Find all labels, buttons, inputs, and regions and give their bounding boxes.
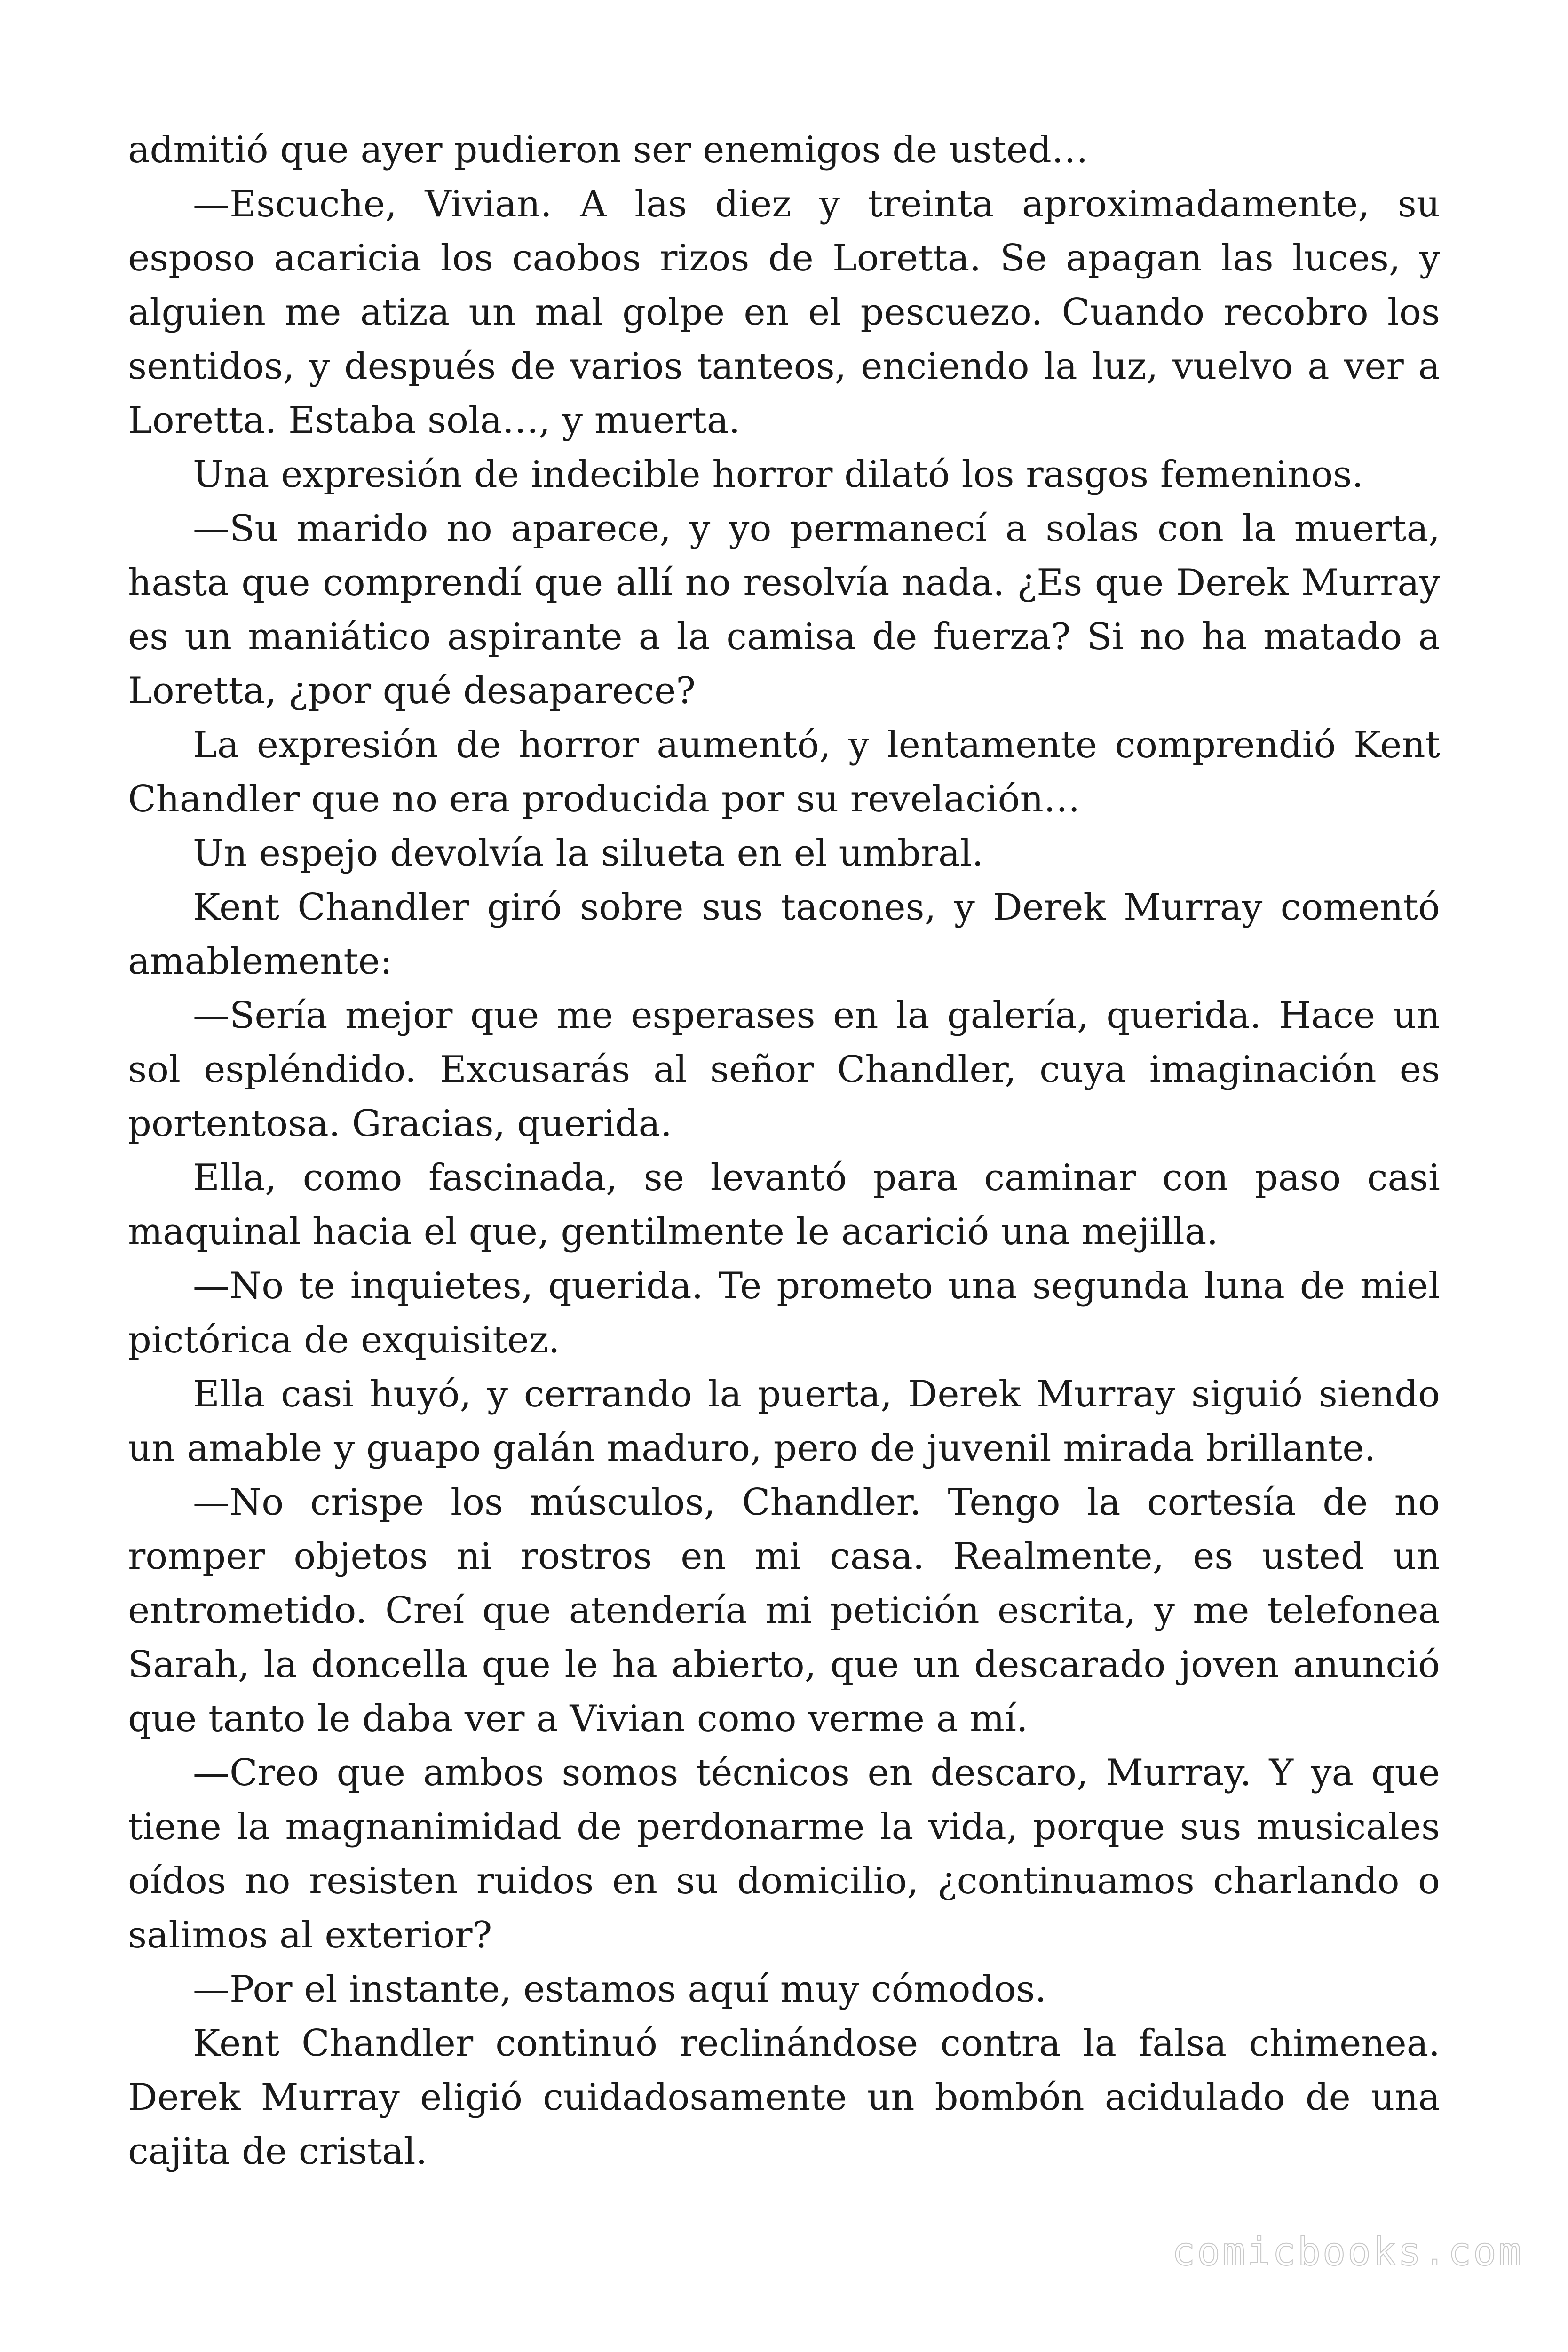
paragraph-8: —Sería mejor que me esperases en la galería, querida. Hace un sol espléndido. Excusarás al señor Chandler, cuya imaginación es portentosa. Gracias, querida. <box>128 994 1440 1145</box>
paragraph-9: Ella, como fascinada, se levantó para caminar con paso casi maquinal hacia el que, gentilmente le acarició una mejilla. <box>128 1157 1440 1253</box>
paragraph-10: —No te inquietes, querida. Te prometo una segunda luna de miel pictórica de exquisitez. <box>128 1265 1440 1361</box>
paragraph-15: Kent Chandler continuó reclinándose contra la falsa chimenea. Derek Murray eligió cuidadosamente un bombón acidulado de una cajita de cristal. <box>128 2022 1440 2173</box>
paragraph-7: Kent Chandler giró sobre sus tacones, y Derek Murray comentó amablemente: <box>128 886 1440 983</box>
paragraph-2: —Escuche, Vivian. A las diez y treinta aproximadamente, su esposo acaricia los caobos rizos de Loretta. Se apagan las luces, y alguien me atiza un mal golpe en el pescuezo. Cuando recobro los sentidos, y después de varios tanteos, enciendo la luz, vuelvo a ver a Loretta. Estaba sola…, y muerta. <box>128 183 1440 442</box>
page-body <box>128 123 1440 2179</box>
paragraph-3: Una expresión de indecible horror dilató los rasgos femeninos. <box>193 453 1364 496</box>
paragraph-4: —Su marido no aparece, y yo permanecí a solas con la muerta, hasta que comprendí que allí no resolvía nada. ¿Es que Derek Murray es un maniático aspirante a la camisa de fuerza? Si no ha matado a Loretta, ¿por qué desaparece? <box>128 508 1440 712</box>
paragraph-13: —Creo que ambos somos técnicos en descaro, Murray. Y ya que tiene la magnanimidad de perdonarme la vida, porque sus musicales oídos no resisten ruidos en su domicilio, ¿continuamos charlando o salimos al exterior? <box>128 1752 1440 1956</box>
paragraph-11: Ella casi huyó, y cerrando la puerta, Derek Murray siguió siendo un amable y guapo galán maduro, pero de juvenil mirada brillante. <box>128 1373 1440 1470</box>
paragraph-1: admitió que ayer pudieron ser enemigos de usted… <box>128 129 1088 171</box>
paragraph-6: Un espejo devolvía la silueta en el umbral. <box>193 832 984 874</box>
paragraph-14: —Por el instante, estamos aquí muy cómodos. <box>193 1968 1047 2010</box>
paragraph-12: —No crispe los músculos, Chandler. Tengo la cortesía de no romper objetos ni rostros en mi casa. Realmente, es usted un entrometido. Creí que atendería mi petición escrita, y me telefonea Sarah, la doncella que le ha abierto, que un descarado joven anunció que tanto le daba ver a Vivian como verme a mí. <box>128 1481 1440 1740</box>
watermark: comicbooks.com <box>1172 2230 1523 2274</box>
paragraph-5: La expresión de horror aumentó, y lentamente comprendió Kent Chandler que no era producida por su revelación… <box>128 724 1440 820</box>
